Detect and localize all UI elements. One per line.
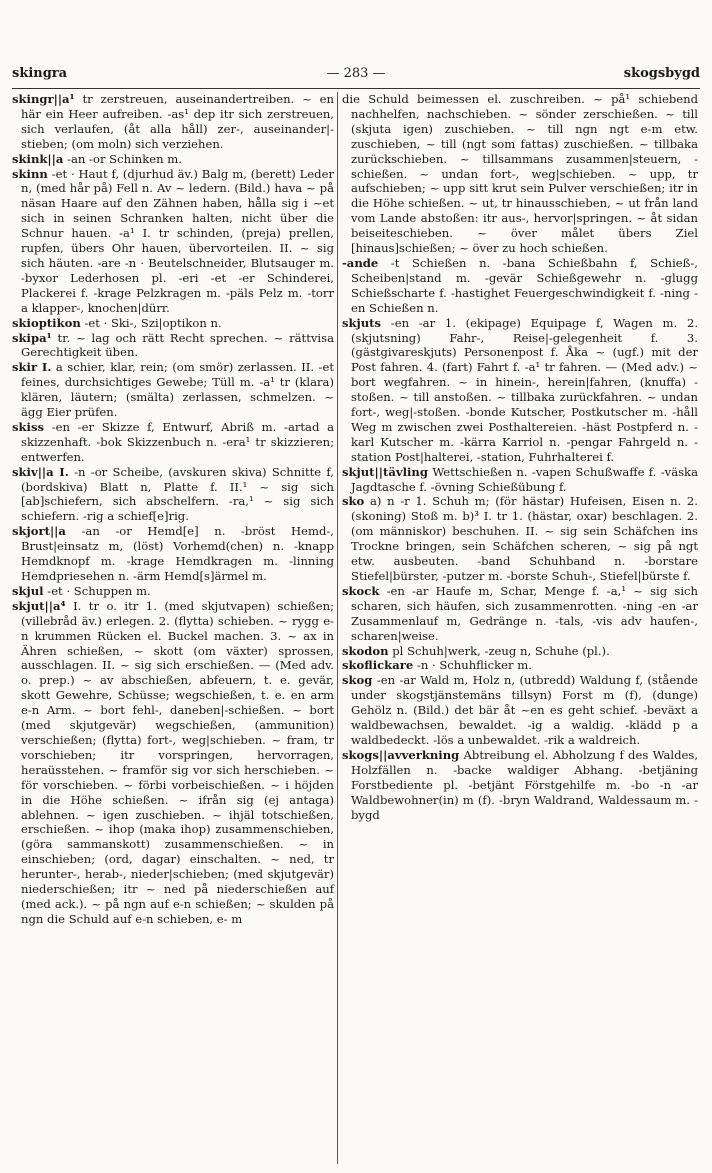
entry-headword: skioptikon xyxy=(12,315,81,330)
entry-definition: -t Schießen n. -bana Schießbahn f, Schieß-, Scheiben|stand m. -gevär Schießgewehr n. -glugg Schießscharte f. -hastighet Feuergeschwindigkeit f. -ning -en Schießen n. xyxy=(351,255,698,315)
dictionary-entry xyxy=(12,599,334,927)
dictionary-entry xyxy=(342,92,698,256)
entry-headword: skingr||a¹ xyxy=(12,92,75,106)
entry-headword: skog xyxy=(342,673,373,688)
entry-headword: skiv||a I. xyxy=(12,464,69,479)
entry-definition: -n -or Scheibe, (avskuren skiva) Schnitte f, (bordskiva) Blatt n, Platte f. II.¹ ~ sig sich [ab]schiefern, sich abschelfern. -ra,¹ ~ sig sich schiefern. -rig a schief[e]rig. xyxy=(21,464,334,524)
page-number: — 283 — xyxy=(326,66,386,81)
entry-definition: tr. ~ lag och rätt Recht sprechen. ~ rättvisa Gerechtigkeit üben. xyxy=(21,330,334,360)
right-column xyxy=(342,92,698,822)
entry-definition: -en -er Skizze f, Entwurf, Abriß m. -artad a skizzenhaft. -bok Skizzenbuch n. -era¹ tr skizzieren; entwerfen. xyxy=(21,419,334,464)
entry-headword: skodon xyxy=(342,643,389,658)
entry-definition: pl Schuh|werk, -zeug n, Schuhe (pl.). xyxy=(392,643,610,658)
dictionary-entry xyxy=(342,673,698,748)
dictionary-entry xyxy=(342,644,698,659)
column-divider xyxy=(337,92,338,1164)
entry-headword: skink||a xyxy=(12,151,64,166)
entry-headword: skjul xyxy=(12,583,44,598)
dictionary-entry xyxy=(12,524,334,584)
entry-headword: skjut||tävling xyxy=(342,464,428,479)
entry-headword: skinn xyxy=(12,166,48,181)
dictionary-entry xyxy=(12,420,334,465)
entry-definition: die Schuld beimessen el. zuschreiben. ~ på¹ schiebend nachhelfen, nachschieben. ~ sönder zerschießen. ~ till (skjuta igen) zuschieben. ~ till ngn ngt e-m etw. zuschieben, ~ till (ngt som fattas) zuschießen. ~ tillbaka zurückschieben. ~ tillsammans zusammen|steuern, -schießen. ~ undan fort-, weg|schieben. ~ upp, tr aufschieben; ~ upp sitt krut sein Pulver verschießen; itr in die Höhe schießen. ~ ut, tr hinausschieben, ~ ut från land vom Lande abstoßen: itr aus-, hervor|springen. ~ åt sidan beiseiteschieben. ~ över målet übers Ziel [hinaus]schießen; ~ över zu hoch schießen. xyxy=(342,92,698,256)
entry-headword: skir I. xyxy=(12,360,52,375)
dictionary-entry xyxy=(12,331,334,361)
dictionary-entry xyxy=(342,658,698,673)
entry-definition: Abtreibung el. Abholzung f des Waldes, Holzfällen n. -backe waldiger Abhang. -betjäning Forstbediente pl. -betjänt Förstgehilfe m. -bo -n -ar Waldbewohner(in) m (f). -bryn Waldrand, Waldessaum m. -bygd xyxy=(351,747,699,822)
dictionary-entry xyxy=(12,92,334,152)
entry-definition: -en -ar Haufe m, Schar, Menge f. -a,¹ ~ sig sich scharen, sich häufen, sich zusammenrotten. -ning -en -ar Zusammenlauf m, Gedränge n. -tals, -vis adv haufen-, scharen|weise. xyxy=(351,583,698,643)
entry-definition: I. tr o. itr 1. (med skjutvapen) schießen; (villebråd äv.) erlegen. 2. (flytta) schieben. ~ rygg e-n krummen Rücken el. Buckel machen. 3. ~ ax in Ähren schießen, ~ skott (om växter) sprossen, ausschlagen. II. ~ sig sich erschießen. — (Med adv. o. prep.) ~ av abschießen, abfeuern, t. e. gevär, skott Gewehre, Schüsse; wegschießen, t. e. en arm e-n Arm. ~ bort fehl-, daneben|-schießen. ~ bort (med skjutgevär) wegschießen, (ammunition) verschießen; (flytta) fort-, weg|schieben. ~ fram, tr vorschieben; itr vorspringen, hervorragen, heraüsstehen. ~ framför sig vor sich herschieben. ~ för vorschieben. ~ förbi vorbeischießen. ~ i höjden in die Höhe schießen. ~ ifrån sig (ej antaga) ablehnen. ~ igen zuschieben. ~ ihjäl totschießen, erschießen. ~ ihop (maka ihop) zusammenschieben, (göra sammanskott) zusammenschießen. ~ in einschieben; (ord, dagar) einschalten. ~ ned, tr herunter-, herab-, nieder|schieben; (med skjutgevär) niederschießen; itr ~ ned på niederschießen auf (med ack.). ~ på ngn auf e-n schießen; ~ skulden på ngn die Schuld auf e-n schieben, e- m xyxy=(21,598,334,926)
entry-headword: -ande xyxy=(342,255,379,270)
dictionary-entry xyxy=(12,167,334,316)
entry-headword: skjort||a xyxy=(12,524,66,539)
entry-headword: skiss xyxy=(12,419,45,434)
entry-headword: skock xyxy=(342,583,380,598)
entry-definition: -n · Schuhflicker m. xyxy=(416,658,532,673)
dictionary-entry xyxy=(342,316,698,465)
dictionary-entry xyxy=(342,494,698,583)
entry-definition: -an -or Schinken m. xyxy=(67,151,182,166)
entry-definition: -an -or Hemd[e] n. -bröst Hemd-, Brust|einsatz m, (löst) Vorhemd(chen) n. -knapp Hemdknopf m. -krage Hemdkragen m. -linning Hemdpriesehen n. -ärm Hemd[s]ärmel m. xyxy=(21,524,334,583)
dictionary-entry xyxy=(342,256,698,316)
entry-headword: sko xyxy=(342,494,365,509)
entry-definition: -et · Haut f, (djurhud äv.) Balg m, (berett) Leder n, (med hår på) Fell n. Av ~ ledern. (Bild.) hava ~ på näsan Haare auf den Zähnen haben, hålla sig i ~et sich in seinen Schranken halten, nicht über die Schnur hauen. -a¹ I. tr schinden, (preja) prellen, rupfen, übers Ohr hauen, übervorteilen. II. ~ sig sich häuten. -are -n · Beutelschneider, Blutsauger m. -byxor Lederhosen pl. -eri -et -er Schinderei, Plackerei f. -krage Pelzkragen m. -päls Pelz m. -torr a klapper-, knochen|dürr. xyxy=(21,166,334,315)
entry-definition: Wettschießen n. -vapen Schußwaffe f. -väska Jagdtasche f. -övning Schießübung f. xyxy=(351,464,698,494)
dictionary-entry xyxy=(12,465,334,525)
dictionary-entry xyxy=(342,465,698,495)
entry-definition: -et · Schuppen m. xyxy=(47,583,151,598)
entry-headword: skjuts xyxy=(342,315,382,330)
entry-definition: a schier, klar, rein; (om smör) zerlassen. II. -et feines, durchsichtiges Gewebe; Tüll m. -a¹ tr (klara) klären, läutern; (smälta) zerlassen, schmelzen. ~ ägg Eier prüfen. xyxy=(21,360,334,420)
entry-definition: -et · Ski-, Szi|optikon n. xyxy=(84,315,222,330)
entry-definition: -en -ar 1. (ekipage) Equipage f, Wagen m. 2. (skjutsning) Fahr-, Reise|-gelegenheit f. 3. (gästgivareskjuts) Personenpost f. Åka ~ (ugf.) mit der Post fahren. 4. (fart) Fahrt f. -a¹ tr fahren. — (Med adv.) ~ bort wegfahren. ~ in hinein-, herein|fahren, (knuffa) -stoßen. ~ till anstoßen. ~ tillbaka zurückfahren. ~ undan fort-, weg|-stoßen. -bonde Kutscher, Postkutscher m. -håll Weg m zwischen zwei Posthaltereien. -häst Postpferd n. -karl Kutscher m. -kärra Karriol n. -pengar Fahrgeld n. -station Post|halterei, -station, Fuhrhalterei f. xyxy=(351,315,699,464)
entry-headword: skogs||avverkning xyxy=(342,747,460,762)
dictionary-entry xyxy=(12,152,334,167)
header-rule xyxy=(12,88,700,89)
dictionary-entry xyxy=(12,360,334,420)
dictionary-entry xyxy=(12,316,334,331)
entry-headword: skipa¹ xyxy=(12,330,52,345)
dictionary-entry xyxy=(342,584,698,644)
entry-definition: tr zerstreuen, auseinandertreiben. ~ en här ein Heer aufreiben. -as¹ dep itr sich zerstreuen, sich verlaufen, (åt alla håll) zer-, auseinander|-stieben; (om moln) sich verziehen. xyxy=(21,92,335,151)
entry-headword: skoflickare xyxy=(342,658,414,673)
entry-headword: skjut||a⁴ xyxy=(12,598,66,613)
page-header xyxy=(12,66,700,88)
dictionary-entry xyxy=(12,584,334,599)
left-column xyxy=(12,92,334,927)
entry-definition: a) n -r 1. Schuh m; (för hästar) Hufeisen, Eisen n. 2. (skoning) Stoß m. b)³ I. tr 1. (hästar, oxar) beschlagen. 2. (om människor) beschuhen. II. ~ sig sein Schäfchen ins Trockne bringen, sein Schäfchen scheren, ~ sig på ngt etw. ausbeuten. -band Schuhband n. -borstare Stiefel|bürster, -putzer m. -borste Schuh-, Stiefel|bürste f. xyxy=(351,494,698,583)
dictionary-entry xyxy=(342,748,698,823)
header-right-guide-word: skogsbygd xyxy=(623,66,700,81)
header-left-guide-word: skingra xyxy=(12,66,68,81)
entry-definition: -en -ar Wald m, Holz n, (utbredd) Waldung f, (stående under skogstjänstemäns tillsyn) Forst m (f), (dunge) Gehölz n. (Bild.) det bär åt ~en es geht schief. -beväxt a waldbewachsen, bewaldet. -ig a waldig. -klädd p a waldbedeckt. -lös a unbewaldet. -rik a waldreich. xyxy=(351,673,699,747)
